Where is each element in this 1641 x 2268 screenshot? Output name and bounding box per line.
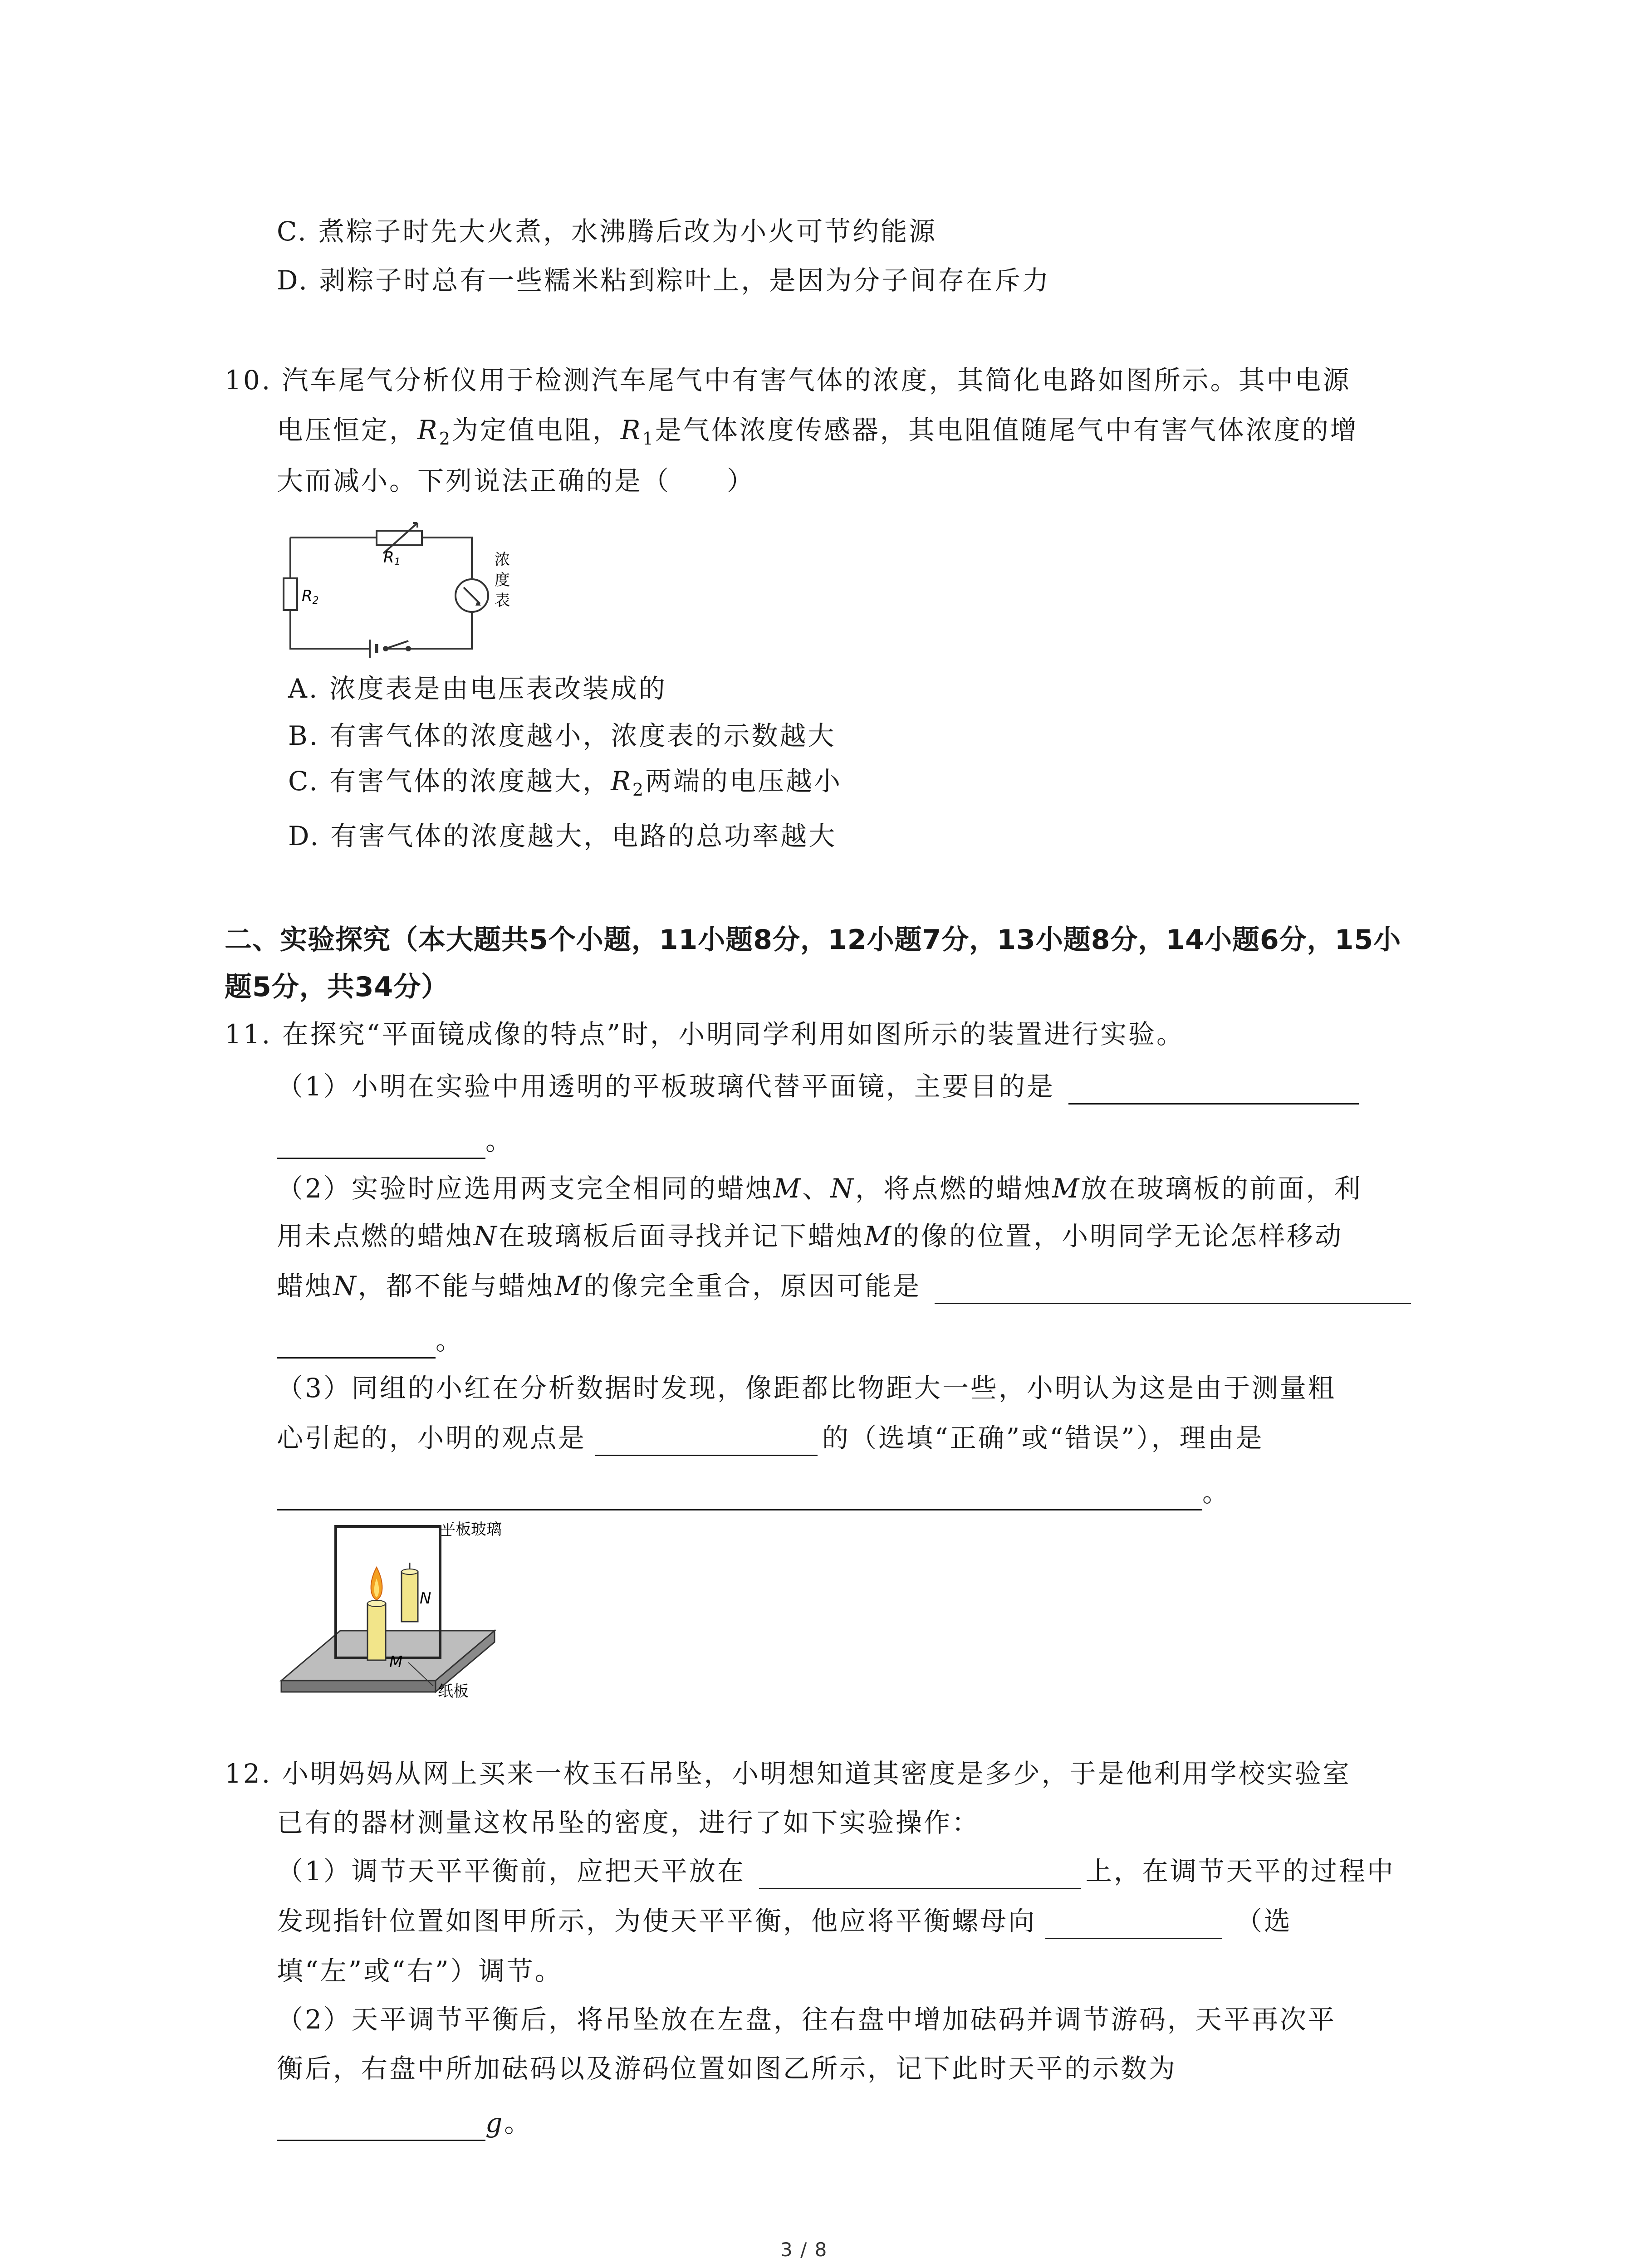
- q10-r1-symbol: [620, 415, 655, 449]
- q11-part2-line3: [277, 1268, 1411, 1304]
- q11-stem: 11. 在探究“平面镜成像的特点”时，小明同学利用如图所示的装置进行实验。: [225, 1019, 1185, 1050]
- q10-text: C. 有害气体的浓度越大，: [288, 766, 611, 797]
- q11-text: 用未点燃的蜡烛: [277, 1221, 474, 1251]
- q11-text: 。: [1202, 1477, 1231, 1508]
- q9-option-c: C. 煮粽子时先大火煮，水沸腾后改为小火可节约能源: [277, 216, 937, 247]
- q11-text: 的像完全重合，原因可能是: [583, 1271, 921, 1301]
- candle-n-label: N: [420, 1589, 431, 1608]
- paper-board-label: 纸板: [438, 1682, 469, 1701]
- q11-mirror-apparatus-figure: [272, 1517, 554, 1708]
- q11-text: 蜡烛: [277, 1271, 333, 1301]
- q12-part2-line3: [277, 2105, 532, 2141]
- q11-part3-line2: [277, 1420, 1264, 1456]
- q11-text: ，都不能与蜡烛: [358, 1271, 555, 1301]
- q11-text: 的像的位置，小明同学无论怎样移动: [893, 1221, 1343, 1251]
- q11-text: 心引起的，小明的观点是: [277, 1422, 587, 1453]
- glass-plate-label: 平板玻璃: [440, 1520, 502, 1539]
- candle-m-symbol: M: [1052, 1173, 1081, 1204]
- r-letter: R: [620, 415, 642, 445]
- q11-part2-line2: [277, 1218, 1343, 1254]
- r1-label: R1: [383, 548, 401, 568]
- q10-stem-line1: 10. 汽车尾气分析仪用于检测汽车尾气中有害气体的浓度，其简化电路如图所示。其中电源: [225, 365, 1351, 396]
- q12-part2-line2: 衡后，右盘中所加砝码以及游码位置如图乙所示，记下此时天平的示数为: [277, 2053, 1177, 2084]
- q12-text: 。: [504, 2107, 533, 2138]
- q11-part1-line2: [277, 1123, 514, 1159]
- q12-text: 上，在调节天平的过程中: [1085, 1856, 1395, 1887]
- meter-label-2: 度: [495, 571, 510, 589]
- q12-part1-line1: [277, 1853, 1395, 1889]
- q11-part3-answer-blank-a[interactable]: [595, 1427, 818, 1456]
- q10-text: 为定值电阻，: [451, 415, 621, 445]
- page-number: 3 / 8: [780, 2239, 828, 2261]
- q11-part1-answer-blank-a[interactable]: [1068, 1076, 1359, 1105]
- meter-label-1: 浓: [495, 551, 510, 569]
- q11-part2-line1: [277, 1170, 1362, 1207]
- q10-text: 是气体浓度传感器，其电阻值随尾气中有害气体浓度的增: [655, 415, 1358, 445]
- q10-text: 电压恒定，: [277, 415, 418, 445]
- q11-part1-answer-blank-b[interactable]: [277, 1130, 485, 1159]
- q11-text: ，将点燃的蜡烛: [855, 1173, 1053, 1204]
- r2-label: R2: [302, 587, 319, 606]
- q12-part1-line3: 填“左”或“右”）调节。: [277, 1955, 563, 1986]
- q11-part2-answer-blank-a[interactable]: [935, 1276, 1411, 1304]
- q11-text: 放在玻璃板的前面，利: [1081, 1173, 1362, 1204]
- q11-text: 。: [485, 1125, 514, 1156]
- q11-part2-line4: [277, 1322, 464, 1359]
- q12-text: （1）调节天平平衡前，应把天平放在: [277, 1856, 745, 1887]
- q11-part3-line3: [277, 1474, 1230, 1510]
- q11-part2-answer-blank-b[interactable]: [277, 1330, 436, 1359]
- q11-text: （1）小明在实验中用透明的平板玻璃代替平面镜，主要目的是: [277, 1071, 1055, 1102]
- q10-optc-r2-symbol: [611, 766, 646, 800]
- candle-n-symbol: N: [474, 1221, 499, 1251]
- candle-m-symbol: M: [773, 1173, 803, 1204]
- q11-text: （2）实验时应选用两支完全相同的蜡烛: [277, 1173, 774, 1204]
- candle-m-symbol: M: [554, 1271, 584, 1301]
- q11-part1-line1: [277, 1068, 1359, 1105]
- section2-heading-line2: 题5分，共34分）: [225, 971, 449, 1003]
- q12-part2-line1: （2）天平调节平衡后，将吊坠放在左盘，往右盘中增加砝码并调节游码，天平再次平: [277, 2004, 1336, 2035]
- q11-part3-answer-blank-b[interactable]: [277, 1482, 1202, 1510]
- q10-stem-line2: [277, 412, 1358, 457]
- candle-n-symbol: N: [333, 1271, 358, 1301]
- q10-option-b: B. 有害气体的浓度越小，浓度表的示数越大: [288, 720, 836, 751]
- q12-part2-answer-blank[interactable]: [277, 2112, 485, 2141]
- q12-part1-answer-blank-b[interactable]: [1045, 1911, 1222, 1939]
- subscript: 2: [439, 429, 452, 449]
- q12-part1-answer-blank-a[interactable]: [759, 1861, 1081, 1889]
- q10-option-c: [288, 763, 842, 808]
- q11-text: 的（选填“正确”或“错误”），理由是: [822, 1422, 1264, 1453]
- subscript: 2: [632, 780, 646, 800]
- candle-n-symbol: N: [830, 1173, 856, 1204]
- q10-stem-line3: 大而减小。下列说法正确的是（ ）: [277, 465, 755, 496]
- q12-text: （选: [1236, 1906, 1293, 1936]
- q11-text: 、: [802, 1173, 831, 1204]
- q10-text: 两端的电压越小: [645, 766, 843, 797]
- q11-part3-line1: （3）同组的小红在分析数据时发现，像距都比物距大一些，小明认为这是由于测量粗: [277, 1373, 1336, 1403]
- q12-stem-line2: 已有的器材测量这枚吊坠的密度，进行了如下实验操作：: [277, 1807, 980, 1838]
- q11-text: 在玻璃板后面寻找并记下蜡烛: [498, 1221, 864, 1251]
- q10-option-d: D. 有害气体的浓度越大，电路的总功率越大: [288, 821, 837, 851]
- q10-option-a: A. 浓度表是由电压表改装成的: [288, 673, 667, 704]
- candle-m-label: M: [389, 1653, 403, 1671]
- q12-stem-line1: 12. 小明妈妈从网上买来一枚玉石吊坠，小明想知道其密度是多少，于是他利用学校实验室: [225, 1758, 1351, 1789]
- section2-heading-line1: 二、实验探究（本大题共5个小题，11小题8分，12小题7分，13小题8分，14小题6分，15小: [225, 924, 1401, 956]
- q11-text: 。: [436, 1325, 464, 1356]
- subscript: 1: [642, 429, 655, 449]
- candle-m-symbol: M: [864, 1221, 893, 1251]
- gram-unit: g: [485, 2107, 505, 2138]
- q12-part1-line2: [277, 1903, 1292, 1939]
- r-letter: R: [611, 766, 632, 797]
- r-letter: R: [417, 415, 439, 445]
- q9-option-d: D. 剥粽子时总有一些糯米粘到粽叶上，是因为分子间存在斥力: [277, 265, 1051, 296]
- meter-label-3: 表: [495, 591, 510, 610]
- q10-circuit-diagram: [272, 519, 526, 665]
- q10-r2-symbol: [417, 415, 452, 449]
- q12-text: 发现指针位置如图甲所示，为使天平平衡，他应将平衡螺母向: [277, 1906, 1037, 1936]
